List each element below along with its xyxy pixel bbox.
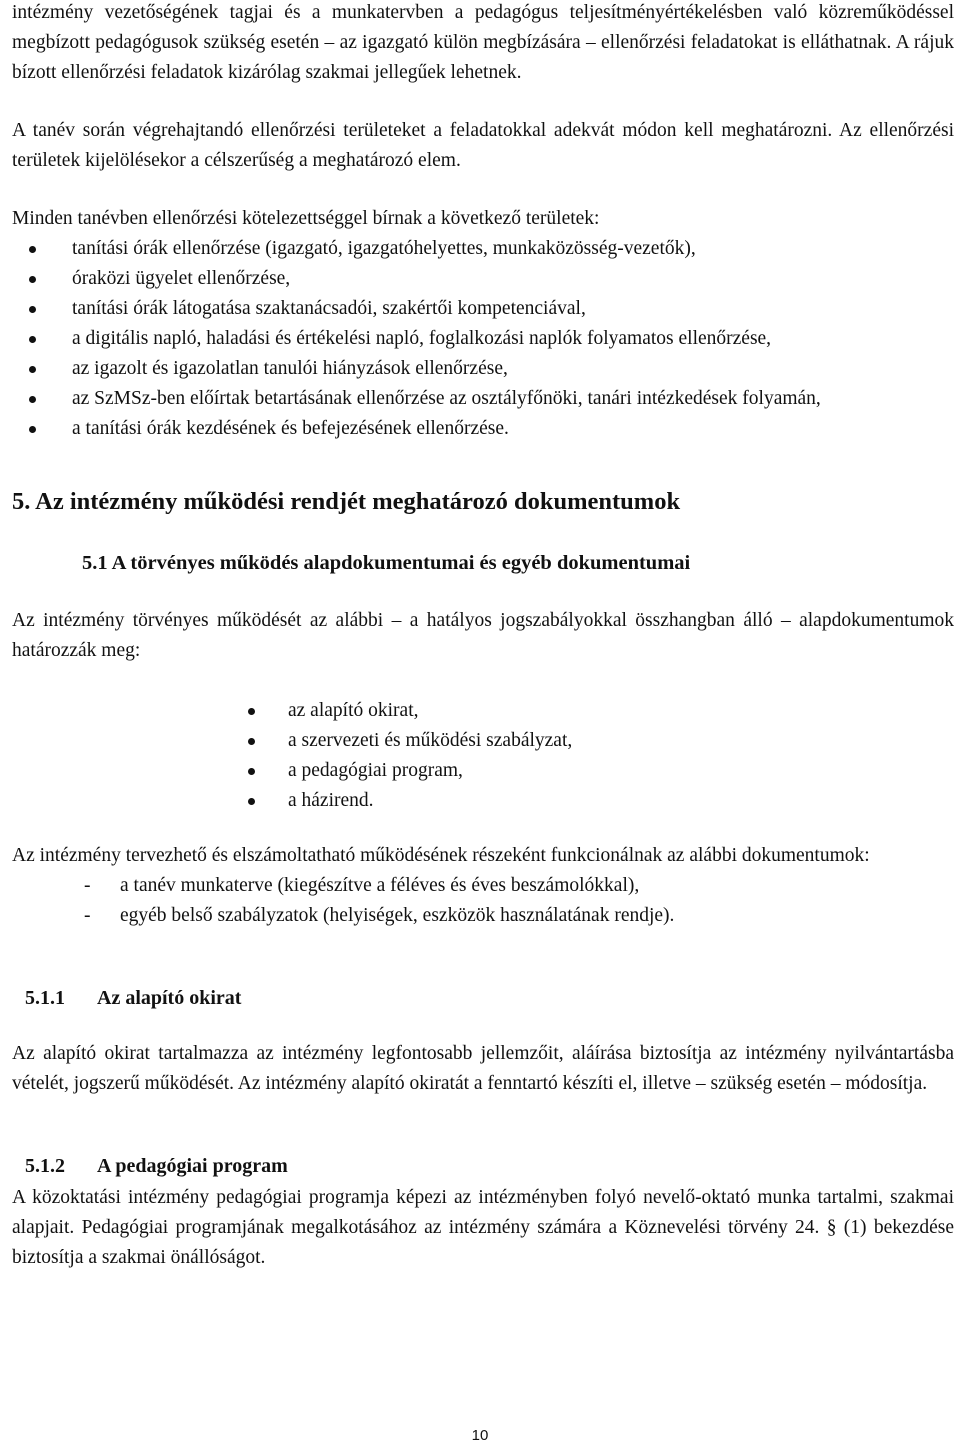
- section-title: A pedagógiai program: [97, 1155, 288, 1177]
- section-number: 5.1.1: [25, 987, 65, 1009]
- paragraph-inspection-areas: A tanév során végrehajtandó ellenőrzési területeket a feladatokkal adekvát módon kell meghatározni. Az ellenőrzési területek kijelölésekor a célszerűség a meghatározó elem.: [12, 120, 954, 171]
- list-item: a házirend.: [12, 786, 954, 816]
- list-item: tanítási órák látogatása szaktanácsadói, szakértői kompetenciával,: [12, 294, 954, 324]
- paragraph-base-docs-intro: Az intézmény törvényes működését az alábbi – a hatályos jogszabályokkal összhangban álló – alapdokumentumok határozzák meg:: [12, 610, 954, 661]
- section-5-1-1-heading: [12, 983, 954, 1013]
- other-documents-list: [12, 871, 954, 931]
- list-item: - egyéb belső szabályzatok (helyiségek, eszközök használatának rendje).: [12, 901, 954, 931]
- list-item: óraközi ügyelet ellenőrzése,: [12, 264, 954, 294]
- section-number: 5.1.2: [25, 1155, 65, 1177]
- list-item: - a tanév munkaterve (kiegészítve a féléves és éves beszámolókkal),: [12, 871, 954, 901]
- list-item: a digitális napló, haladási és értékelési napló, foglalkozási naplók folyamatos ellenőrzése,: [12, 324, 954, 354]
- list-item: a szervezeti és működési szabályzat,: [12, 726, 954, 756]
- list-item: az SzMSz-ben előírtak betartásának ellenőrzése az osztályfőnöki, tanári intézkedések folyamán,: [12, 384, 954, 414]
- section-5-1-heading: 5.1 A törvényes működés alapdokumentumai és egyéb dokumentumai: [82, 552, 691, 574]
- list-item: a pedagógiai program,: [12, 756, 954, 786]
- document-page: [12, 0, 954, 1273]
- list-item: az alapító okirat,: [12, 696, 954, 726]
- base-documents-list: [12, 696, 954, 816]
- paragraph-other-docs-intro: Az intézmény tervezhető és elszámoltatható működésének részeként funkcionálnak az alábbi dokumentumok:: [12, 845, 870, 866]
- paragraph-inspection-delegation: intézmény vezetőségének tagjai és a munkatervben a pedagógus teljesítményértékelésben való közreműködéssel megbízott pedagógusok szükség esetén – az igazgató külön megbízására – ellenőrzési feladatokat is elláthatnak. A rájuk bízott ellenőrzési feladatok kizárólag szakmai jellegűek lehetnek.: [12, 2, 954, 83]
- page-number: 10: [471, 1427, 489, 1444]
- paragraph-pedagogical-program: A közoktatási intézmény pedagógiai programja képezi az intézményben folyó nevelő-oktató munka tartalmi, szakmai alapjait. Pedagógiai programjának megalkotásához az intézmény számára a Köznevelési törvény 24. § (1) bekezdése biztosítja a szakmai önállóságot.: [12, 1187, 954, 1268]
- section-title: Az alapító okirat: [97, 987, 242, 1009]
- list-item: az igazolt és igazolatlan tanulói hiányzások ellenőrzése,: [12, 354, 954, 384]
- list-item: tanítási órák ellenőrzése (igazgató, igazgatóhelyettes, munkaközösség-vezetők),: [12, 234, 954, 264]
- mandatory-control-areas-list: [12, 234, 954, 444]
- section-5-1-2-heading: [12, 1151, 954, 1181]
- section-5-heading: 5. Az intézmény működési rendjét meghatározó dokumentumok: [12, 488, 681, 515]
- paragraph-mandatory-areas-intro: Minden tanévben ellenőrzési kötelezettséggel bírnak a következő területek:: [12, 208, 600, 229]
- paragraph-founding-document: Az alapító okirat tartalmazza az intézmény legfontosabb jellemzőit, aláírása biztosítja az intézmény nyilvántartásba vételét, jogszerű működését. Az intézmény alapító okiratát a fenntartó készíti el, illetve – szükség esetén – módosítja.: [12, 1043, 954, 1094]
- list-item: a tanítási órák kezdésének és befejezésének ellenőrzése.: [12, 414, 954, 444]
